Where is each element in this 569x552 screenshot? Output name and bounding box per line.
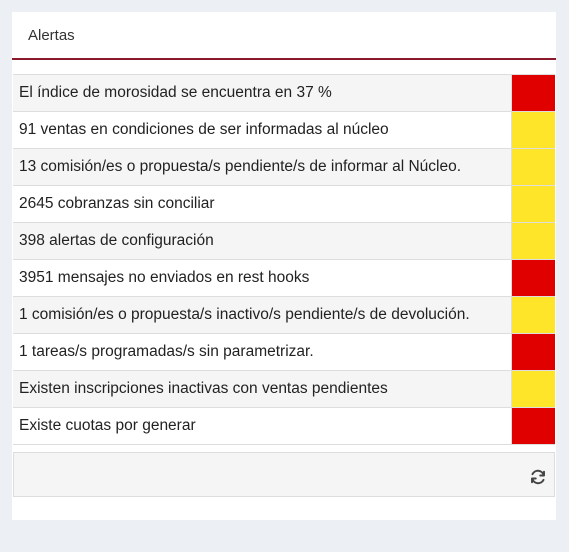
alert-text: El índice de morosidad se encuentra en 37 %	[13, 75, 512, 111]
alert-text: 1 comisión/es o propuesta/s inactivo/s pendiente/s de devolución.	[13, 297, 512, 333]
alert-status-indicator	[512, 408, 555, 444]
alert-row	[13, 334, 555, 371]
alert-row	[13, 408, 555, 445]
alert-status-indicator	[512, 223, 555, 259]
alerts-table	[13, 74, 555, 445]
alert-text: 91 ventas en condiciones de ser informadas al núcleo	[13, 112, 512, 148]
alert-row	[13, 75, 555, 112]
panel-title: Alertas	[28, 26, 75, 44]
alert-text: 3951 mensajes no enviados en rest hooks	[13, 260, 512, 296]
alert-row	[13, 186, 555, 223]
panel-header	[12, 12, 556, 60]
alert-row	[13, 371, 555, 408]
refresh-button[interactable]	[528, 467, 548, 487]
alert-status-indicator	[512, 112, 555, 148]
alert-text: Existen inscripciones inactivas con ventas pendientes	[13, 371, 512, 407]
alert-row	[13, 297, 555, 334]
alert-status-indicator	[512, 297, 555, 333]
alert-text: 1 tareas/s programadas/s sin parametrizar.	[13, 334, 512, 370]
alert-text: 2645 cobranzas sin conciliar	[13, 186, 512, 222]
alert-text: Existe cuotas por generar	[13, 408, 512, 444]
refresh-icon[interactable]	[529, 468, 547, 486]
alert-status-indicator	[512, 149, 555, 185]
alert-row	[13, 149, 555, 186]
panel-footer	[13, 452, 555, 497]
alerts-panel	[12, 12, 556, 520]
alert-row	[13, 112, 555, 149]
alert-status-indicator	[512, 334, 555, 370]
alert-status-indicator	[512, 186, 555, 222]
alert-status-indicator	[512, 371, 555, 407]
alert-row	[13, 260, 555, 297]
alert-row	[13, 223, 555, 260]
alert-status-indicator	[512, 75, 555, 111]
alert-status-indicator	[512, 260, 555, 296]
alert-text: 398 alertas de configuración	[13, 223, 512, 259]
alert-text: 13 comisión/es o propuesta/s pendiente/s de informar al Núcleo.	[13, 149, 512, 185]
